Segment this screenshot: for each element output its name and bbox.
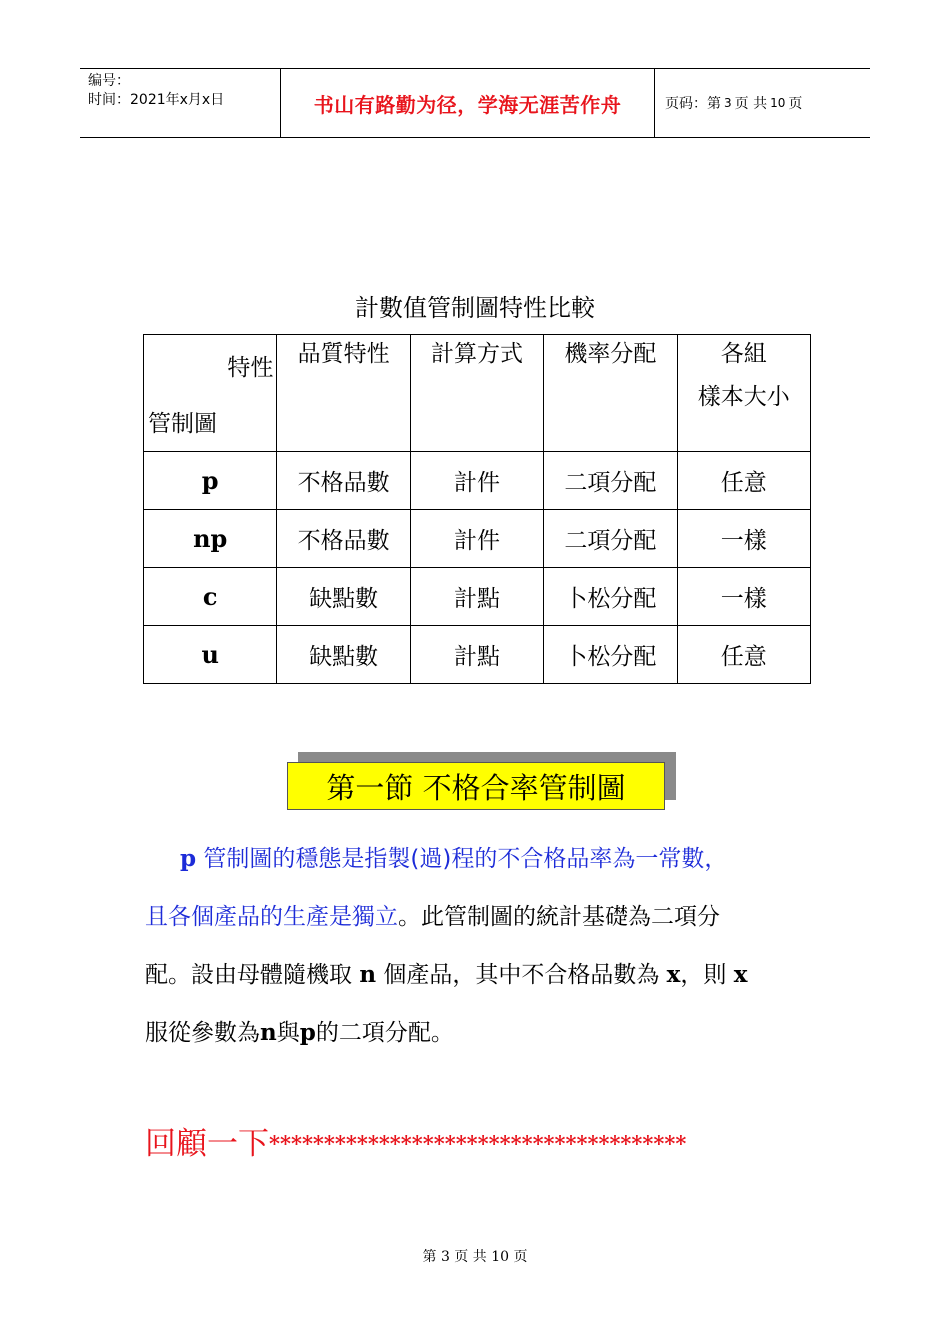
- body-line-2: [145, 898, 720, 931]
- table-cell: 二項分配: [544, 452, 677, 510]
- header-calc: 計算方式: [410, 335, 543, 452]
- table-cell: 卜松分配: [544, 626, 677, 684]
- page-prefix: 页码：第: [665, 96, 721, 112]
- header-sample-size: [677, 335, 810, 452]
- table-row: [144, 452, 811, 510]
- table-row: [144, 568, 811, 626]
- line4-b: 與: [276, 1020, 300, 1046]
- var-x2: x: [733, 961, 748, 988]
- header-quality: 品質特性: [277, 335, 410, 452]
- corner-bottom-label: 管制圖: [148, 411, 217, 437]
- corner-cell: [144, 335, 277, 452]
- table-cell: 不格品數: [277, 510, 410, 568]
- line2-blue: 且各個產品的生產是獨立: [145, 904, 398, 930]
- table-cell: 計點: [410, 568, 543, 626]
- page-current: 3: [724, 96, 732, 110]
- line3-b: 個產品，其中不合格品數為: [376, 962, 667, 988]
- chart-type-cell: c: [144, 568, 277, 626]
- page-footer: 第 3 页 共 10 页: [422, 1249, 528, 1265]
- body-line-4: [145, 1014, 454, 1047]
- table-row: [144, 510, 811, 568]
- table-cell: 不格品數: [277, 452, 410, 510]
- table-header-row: [144, 335, 811, 452]
- table-cell: 二項分配: [544, 510, 677, 568]
- table-cell: 計點: [410, 626, 543, 684]
- sample-size-line1: 各組: [720, 341, 767, 367]
- header-motto: 书山有路勤为径，学海无涯苦作舟: [281, 69, 655, 137]
- line4-c: 的二項分配。: [315, 1020, 454, 1046]
- var-p-2: p: [299, 1019, 316, 1046]
- sample-size-line2: 樣本大小: [697, 384, 790, 410]
- table-cell: 計件: [410, 510, 543, 568]
- table-cell: 任意: [677, 452, 810, 510]
- header-meta: [80, 69, 281, 137]
- page-mid: 页 共: [734, 96, 768, 112]
- table-cell: 缺點數: [277, 568, 410, 626]
- page-total: 10: [770, 96, 786, 110]
- review-heading: [145, 1118, 686, 1163]
- corner-top-label: 特性: [227, 355, 274, 381]
- section-heading: 第一節 不格合率管制圖: [287, 762, 665, 810]
- table-cell: 一樣: [677, 568, 810, 626]
- table-cell: 計件: [410, 452, 543, 510]
- chart-type-cell: u: [144, 626, 277, 684]
- var-x: x: [666, 961, 681, 988]
- table-row: [144, 626, 811, 684]
- header-page-info: [655, 69, 870, 137]
- table-title: 計數值管制圖特性比較: [355, 294, 595, 322]
- comparison-table: [143, 334, 811, 684]
- body-line-1: [180, 840, 727, 873]
- table-cell: 一樣: [677, 510, 810, 568]
- chart-type-cell: p: [144, 452, 277, 510]
- page-header: [80, 68, 870, 138]
- line3-a: 配。設由母體隨機取: [145, 962, 360, 988]
- header-distribution: 機率分配: [544, 335, 677, 452]
- time-label: 时间：2021年x月x日: [88, 92, 225, 108]
- table-cell: 缺點數: [277, 626, 410, 684]
- line3-c: ，則: [680, 962, 734, 988]
- review-stars: **************************************: [269, 1131, 687, 1156]
- review-label: 回顧一下: [145, 1126, 269, 1162]
- table-cell: 卜松分配: [544, 568, 677, 626]
- body-line-3: [145, 956, 747, 989]
- line1-text: 管制圖的穩態是指製(過)程的不合格品率為一常數，: [196, 846, 728, 872]
- line4-a: 服從參數為: [145, 1020, 260, 1046]
- var-p: p: [180, 845, 197, 872]
- page-suffix: 页: [788, 96, 803, 112]
- table-cell: 任意: [677, 626, 810, 684]
- line2-black: 。此管制圖的統計基礎為二項分: [398, 904, 720, 930]
- chart-type-cell: np: [144, 510, 277, 568]
- number-label: 编号：: [88, 73, 130, 89]
- var-n: n: [359, 961, 377, 988]
- var-n-2: n: [260, 1019, 277, 1046]
